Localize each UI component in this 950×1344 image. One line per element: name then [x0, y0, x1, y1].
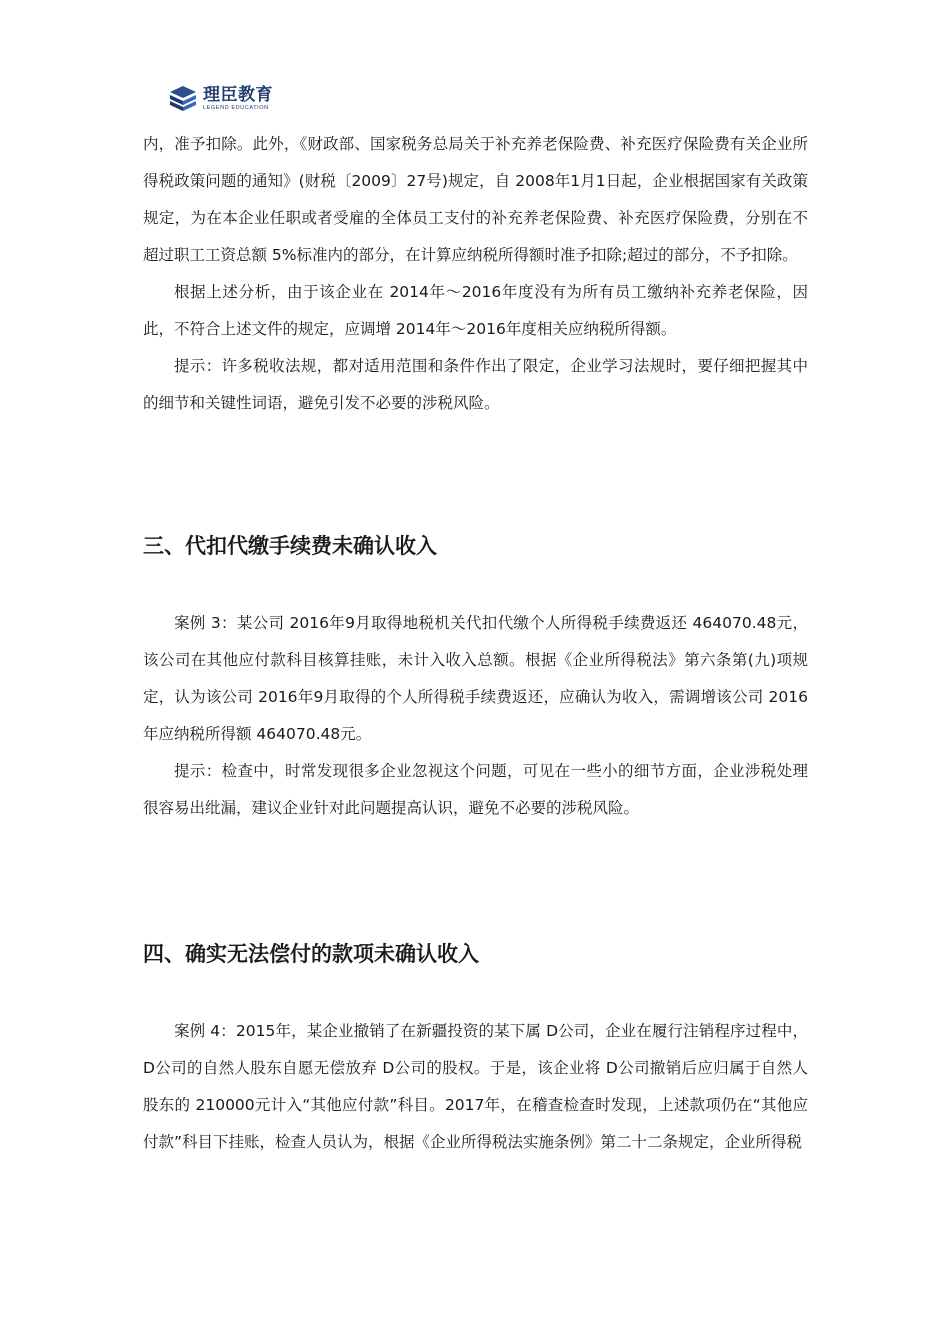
logo-text	[203, 84, 273, 112]
logo-subtitle: LEGEND EDUCATION	[203, 104, 269, 111]
paragraph: 提示：检查中，时常发现很多企业忽视这个问题，可见在一些小的细节方面，企业涉税处理很容易出纰漏，建议企业针对此问题提高认识，避免不必要的涉税风险。	[143, 762, 808, 817]
paragraph: 提示：许多税收法规，都对适用范围和条件作出了限定，企业学习法规时，要仔细把握其中的细节和关键性词语，避免引发不必要的涉税风险。	[143, 357, 808, 412]
paragraph: 根据上述分析，由于该企业在 2014年～2016年度没有为所有员工缴纳补充养老保险，因此，不符合上述文件的规定，应调增 2014年～2016年度相关应纳税所得额。	[143, 283, 808, 338]
logo-title: 理臣教育	[203, 84, 273, 105]
paragraph: 内，准予扣除。此外，《财政部、国家税务总局关于补充养老保险费、补充医疗保险费有关企业所得税政策问题的通知》(财税〔2009〕27号)规定，自 2008年1月1日起，企业根据国家有关政策规定，为在本企业任职或者受雇的全体员工支付的补充养老保险费、补充医疗保险费，分别在不超过职工工资总额 5%标准内的部分，在计算应纳税所得额时准予扣除;超过的部分，不予扣除。	[143, 135, 808, 264]
paragraph: 案例 3：某公司 2016年9月取得地税机关代扣代缴个人所得税手续费返还 464070.48元，该公司在其他应付款科目核算挂账，未计入收入总额。根据《企业所得税法》第六条第(九)项规定，认为该公司 2016年9月取得的个人所得税手续费返还，应确认为收入，需调增该公司 2016年应纳税所得额 464070.48元。	[143, 614, 808, 743]
section-4-body	[143, 1013, 808, 1161]
paragraph: 案例 4：2015年，某企业撤销了在新疆投资的某下属 D公司，企业在履行注销程序过程中，D公司的自然人股东自愿无偿放弃 D公司的股权。于是，该企业将 D公司撤销后应归属于自然人股东的 210000元计入“其他应付款”科目。2017年，在稽查检查时发现，上述款项仍在“其他应付款”科目下挂账，检查人员认为，根据《企业所得税法实施条例》第二十二条规定，企业所得税	[143, 1022, 808, 1151]
section-4-heading: 四、确实无法偿付的款项未确认收入	[143, 942, 479, 966]
logo	[168, 82, 273, 116]
logo-mark-icon	[168, 84, 198, 114]
section-2-body	[143, 126, 808, 422]
section-3-heading: 三、代扣代缴手续费未确认收入	[143, 534, 437, 558]
section-3-body	[143, 605, 808, 827]
